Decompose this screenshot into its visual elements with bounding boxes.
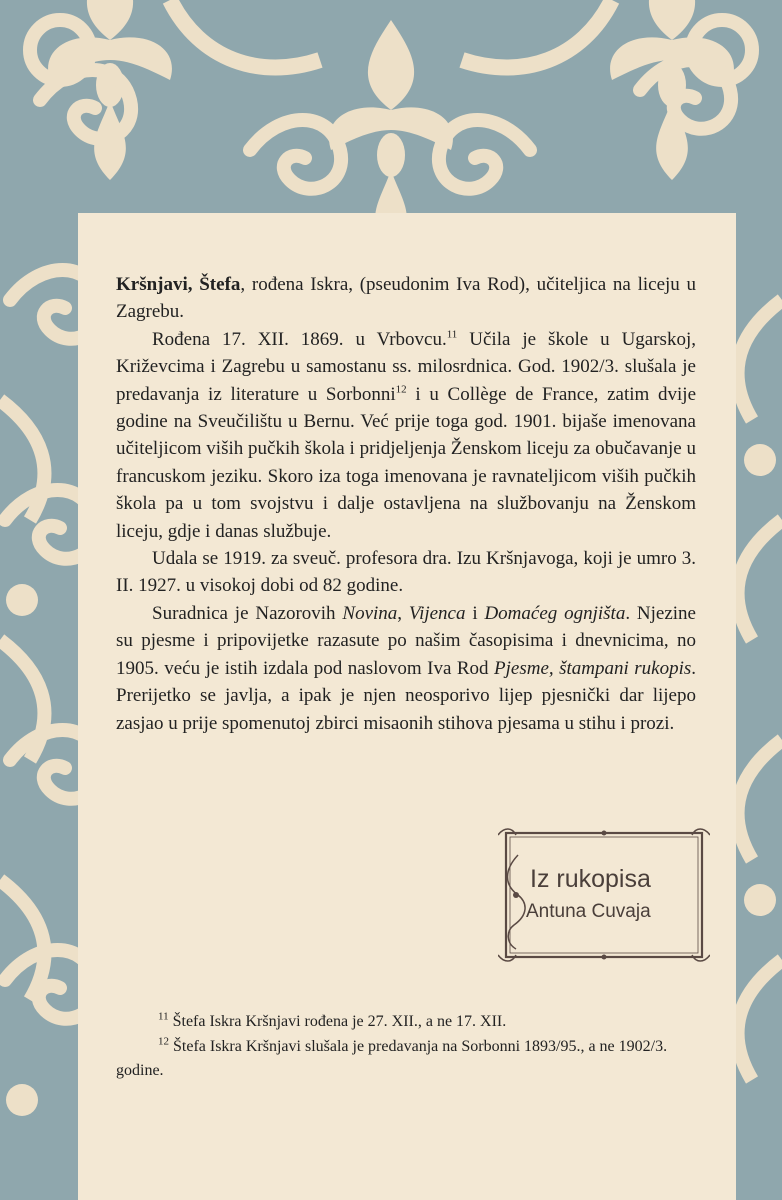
entry-name: Kršnjavi, Štefa	[116, 274, 241, 295]
box-title: Iz rukopisa	[530, 865, 651, 893]
footnotes	[116, 1010, 696, 1084]
footnote-12: $^{12}$ Štefa Iskra Kršnjavi slušala je predavanja na Sorbonni 1893/95., a ne 1902/3. godine.	[116, 1035, 668, 1079]
paragraph-4: Suradnica je Nazorovih Novina, Vijenca i Domaćeg ognjišta. Njezine su pjesme i pripovijetke razasute po našim časopisima i dnevnicima, no 1905. veću je istih izdala pod naslovom Iva Rod Pjesme, štampani rukopis. Prerijetko se javlja, a ipak je njen neosporivo lijep pjesnički dar lijepo zasjao u prije spomenutoj zbirci misaonih stihova pjesama u stihu i prozi.	[116, 602, 697, 734]
biography-text	[116, 271, 696, 737]
manuscript-label-box	[498, 825, 710, 965]
footnote-ref-11: 11	[446, 328, 458, 341]
paragraph-3: Udala se 1919. za sveuč. profesora dra. Izu Kršnjavoga, koji je umro 3. II. 1927. u visokoj dobi od 82 godine.	[116, 548, 696, 597]
box-subtitle: Antuna Cuvaja	[526, 901, 651, 922]
paragraph-1: Kršnjavi, Štefa, rođena Iskra, (pseudonim Iva Rod), učiteljica na liceju u Zagrebu.	[116, 274, 696, 323]
text-panel	[78, 213, 736, 1200]
ornamental-frame-icon	[498, 825, 710, 965]
paragraph-2: Rođena 17. XII. 1869. u Vrbovcu.$^{11}$ Učila je škole u Ugarskoj, Križevcima i Zagrebu u samostanu ss. milosrdnica. God. 1902/3. slušala je predavanja iz literature u Sorbonni$^{12}$ i u Collège de France, zatim dvije godine na Sveučilištu u Bernu. Već prije toga god. 1901. bijaše imenovana učiteljicom viših pučkih škola i pridjeljenja Ženskom liceju za obučavanje u francuskom jeziku. Skoro iza toga imenovana je ravnateljicom viših pučkih škola pa u tom svojstvu i dalje ostavljena na službovanju na Ženskom liceju, gdje i danas službuje.	[116, 328, 697, 542]
footnote-11: $^{11}$ Štefa Iskra Kršnjavi rođena je 27. XII., a ne 17. XII.	[158, 1010, 507, 1030]
footnote-ref-12: 12	[395, 383, 407, 396]
